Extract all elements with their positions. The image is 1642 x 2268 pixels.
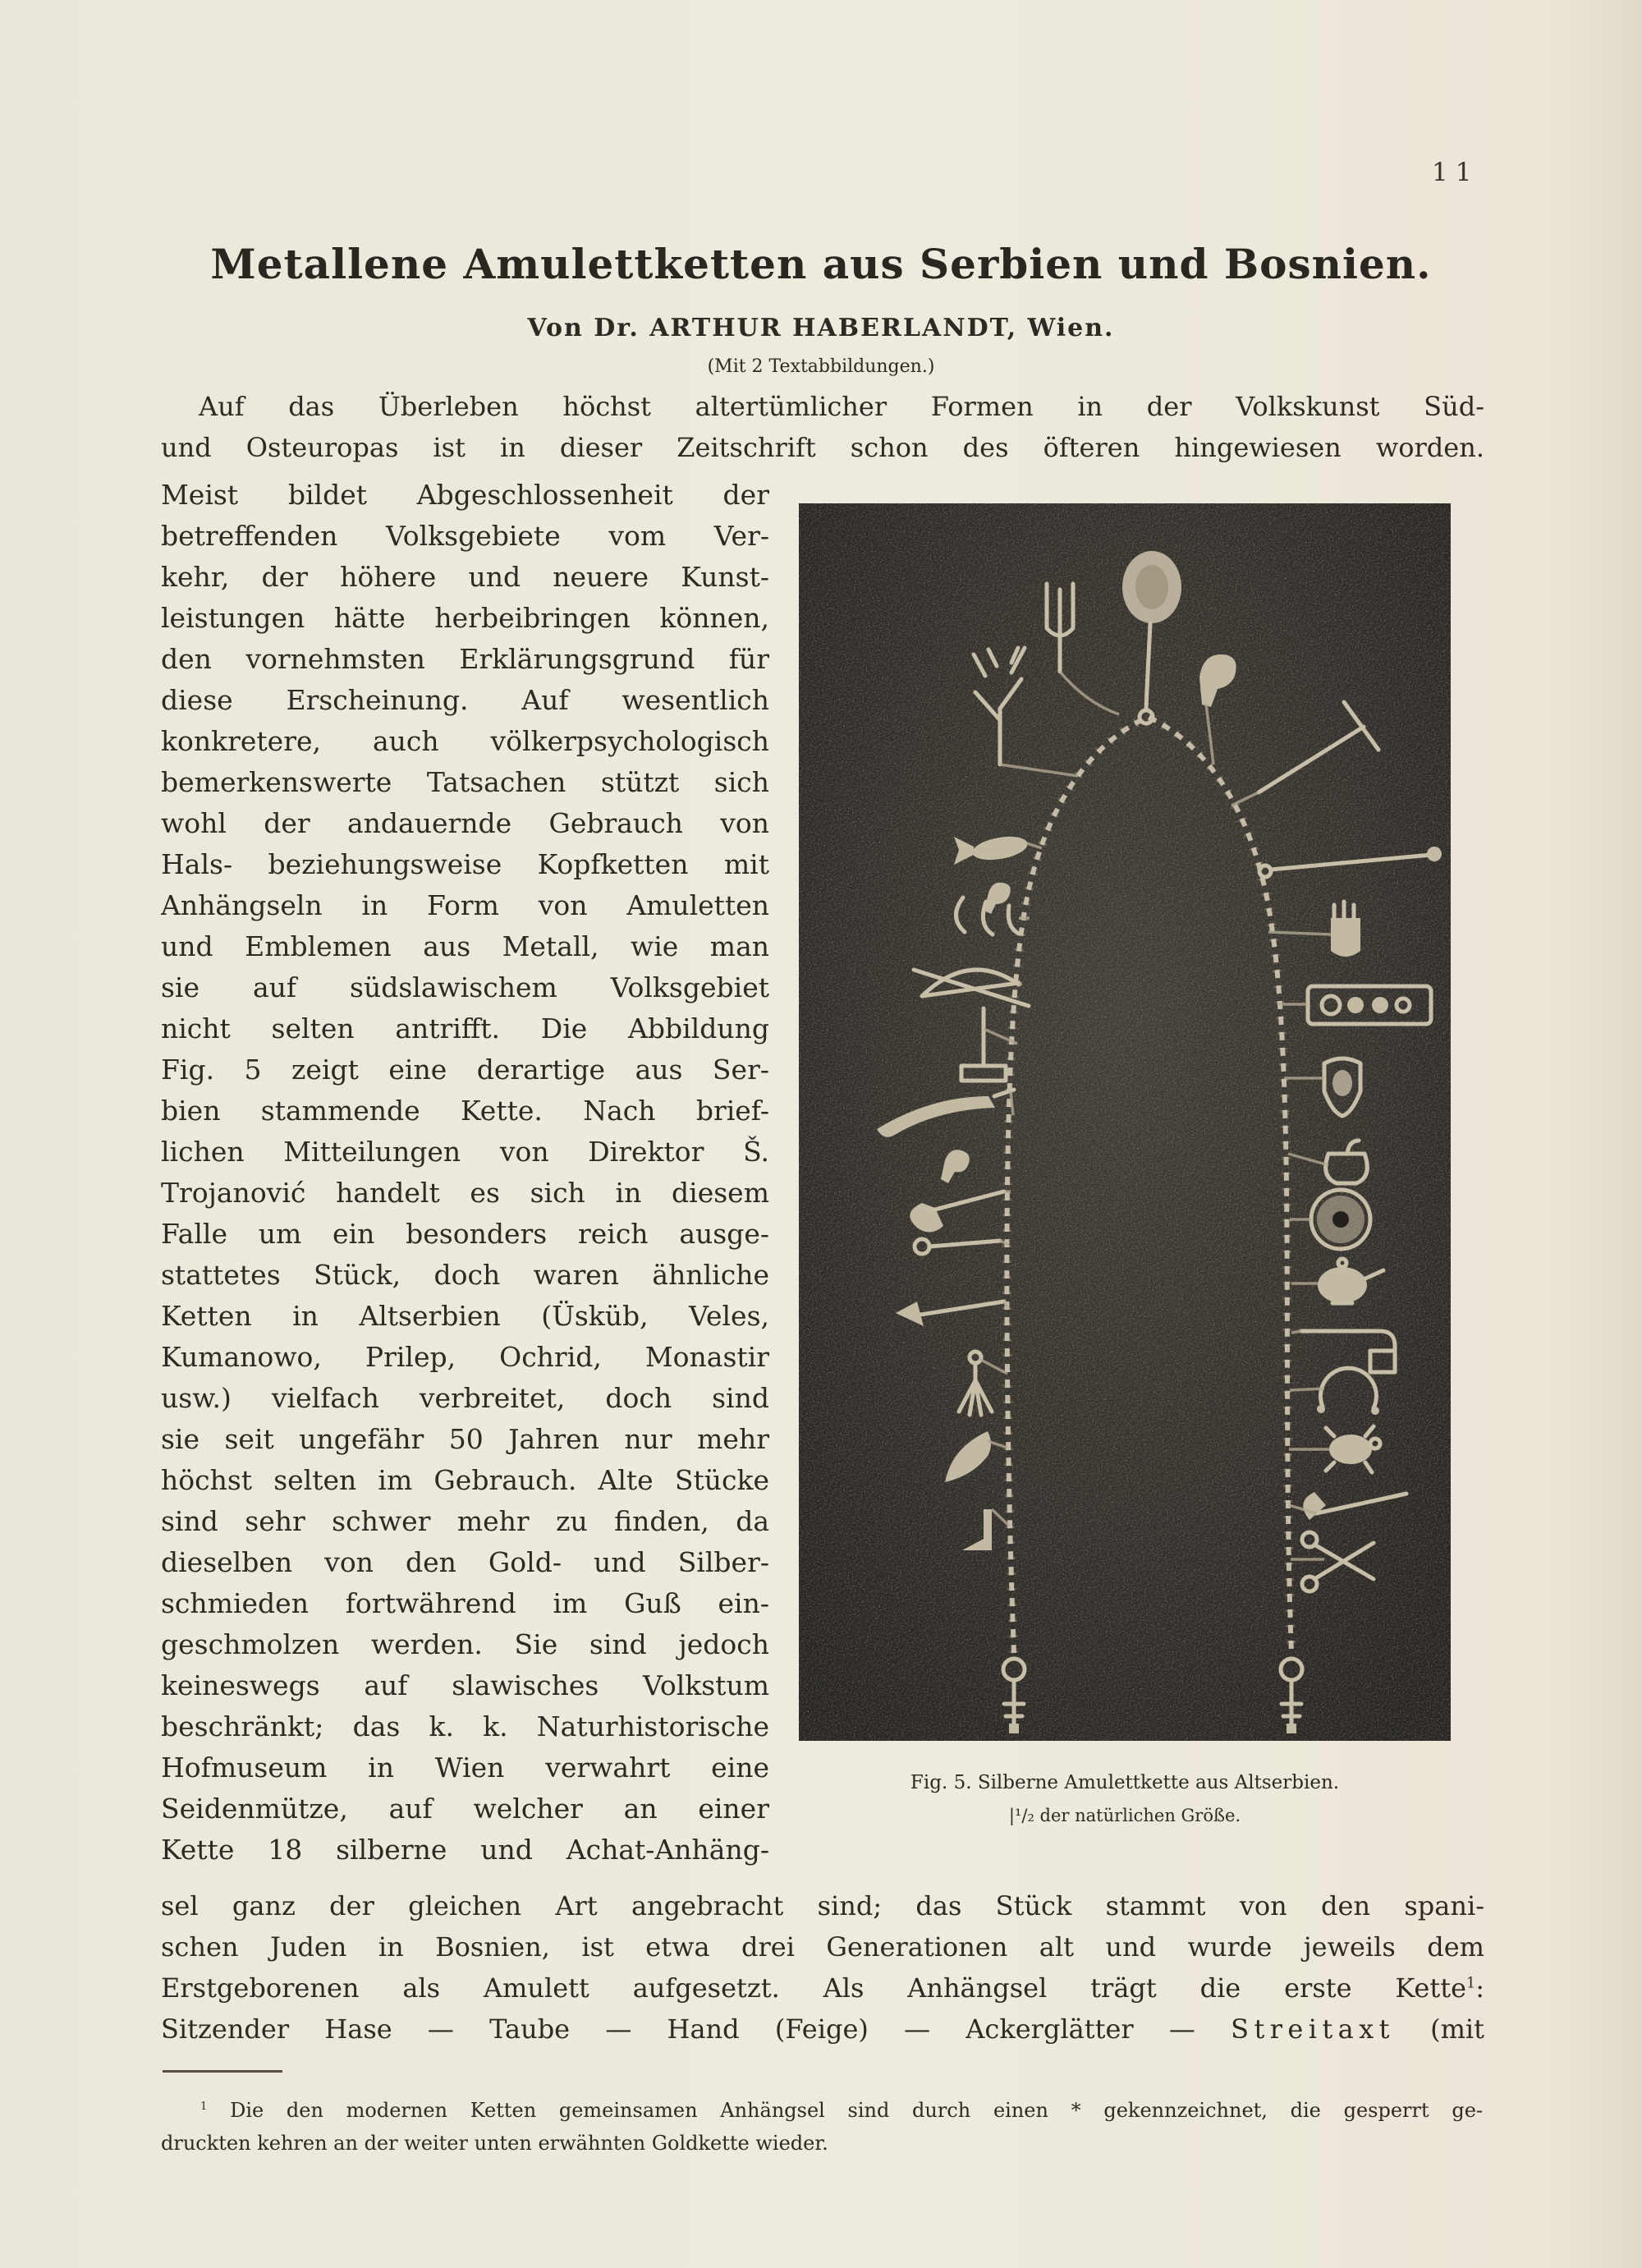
text-line: geschmolzen werden. Sie sind jedoch — [161, 1628, 769, 1660]
text-line: sel ganz der gleichen Art angebracht sind; das Stück stammt von den spani- — [161, 1890, 1484, 1921]
text-line: Meist bildet Abgeschlossenheit der — [161, 479, 769, 511]
text-line: betreffenden Volksgebiete vom Ver- — [161, 520, 769, 552]
text-line: sie seit ungefähr 50 Jahren nur mehr — [161, 1423, 769, 1455]
figure-caption — [799, 1772, 1451, 1825]
footnote — [161, 2094, 1483, 2160]
text-line: dieselben von den Gold- und Silber- — [161, 1546, 769, 1578]
text-line: Hals- beziehungsweise Kopfketten mit — [161, 848, 769, 880]
text-line: keineswegs auf slawisches Volkstum — [161, 1669, 769, 1701]
text-line: Kumanowo, Prilep, Ochrid, Monastir — [161, 1341, 769, 1373]
text-line: Seidenmütze, auf welcher an einer — [161, 1793, 769, 1825]
text-line: nicht selten antrifft. Die Abbildung — [161, 1012, 769, 1044]
text-line: bemerkenswerte Tatsachen stützt sich — [161, 766, 769, 798]
text-line: und Osteuropas ist in dieser Zeitschrift schon des öfteren hingewiesen worden. — [161, 432, 1484, 463]
text-line: Trojanović handelt es sich in diesem — [161, 1177, 769, 1209]
body-left-column — [161, 475, 769, 1871]
text-segment: Erstgeborenen als Amulett aufgesetzt. Als Anhängsel trägt die erste Kette — [161, 1972, 1467, 2004]
text-line: kehr, der höhere und neuere Kunst- — [161, 561, 769, 593]
text-line: konkretere, auch völkerpsychologisch — [161, 725, 769, 757]
text-line: lichen Mitteilungen von Direktor Š. — [161, 1136, 769, 1168]
text-line: diese Erscheinung. Auf wesentlich — [161, 684, 769, 716]
emphasized-word: Streitaxt — [1231, 2013, 1395, 2045]
text-line: schmieden fortwährend im Guß ein- — [161, 1587, 769, 1619]
footnote-number: 1 — [200, 2100, 208, 2113]
text-line: Kette 18 silberne und Achat-Anhäng- — [161, 1834, 769, 1866]
text-line: wohl der andauernde Gebrauch von — [161, 807, 769, 839]
text-line: schen Juden in Bosnien, ist etwa drei Generationen alt und wurde jeweils dem — [161, 1931, 1484, 1963]
text-line: Hofmuseum in Wien verwahrt eine — [161, 1752, 769, 1784]
amulet-chain-photo — [799, 503, 1451, 1741]
figure-photo — [799, 503, 1451, 1741]
text-line: Falle um ein besonders reich ausge- — [161, 1218, 769, 1250]
text-line: beschränkt; das k. k. Naturhistorische — [161, 1710, 769, 1742]
text-line: sind sehr schwer mehr zu finden, da — [161, 1505, 769, 1537]
text-line: den vornehmsten Erklärungsgrund für — [161, 643, 769, 675]
text-line: Auf das Überleben höchst altertümlicher Formen in der Volkskunst Süd- — [199, 391, 1484, 422]
text-segment: (mit — [1394, 2013, 1484, 2045]
text-line: leistungen hätte herbeibringen können, — [161, 602, 769, 634]
text-line: höchst selten im Gebrauch. Alte Stücke — [161, 1464, 769, 1496]
figure-caption-title: Fig. 5. Silberne Amulettkette aus Altserbien. — [910, 1772, 1340, 1793]
article-title: Metallene Amulettketten aus Serbien und Bosnien. — [210, 240, 1432, 288]
author-line: Von Dr. ARTHUR HABERLANDT, Wien. — [527, 314, 1115, 342]
footnote-reference: 1 — [1466, 1975, 1476, 1992]
text-line — [161, 1967, 1484, 2009]
closing-paragraph — [161, 1885, 1484, 2050]
text-line: und Emblemen aus Metall, wie man — [161, 930, 769, 962]
figure-5 — [799, 503, 1451, 1825]
text-line: usw.) vielfach verbreitet, doch sind — [161, 1382, 769, 1414]
text-segment: : — [1475, 1972, 1484, 2004]
illustrations-note: (Mit 2 Textabbildungen.) — [707, 356, 935, 377]
page-number: 11 — [1432, 158, 1479, 187]
text-segment: Sitzender Hase — Taube — Hand (Feige) — Ackerglätter — — [161, 2013, 1232, 2045]
text-line: bien stammende Kette. Nach brief- — [161, 1095, 769, 1127]
text-line — [161, 2009, 1484, 2050]
figure-scale-note: |¹/₂ der natürlichen Größe. — [1008, 1806, 1241, 1825]
footnote-line: druckten kehren an der weiter unten erwähnten Goldkette wieder. — [161, 2132, 828, 2155]
text-line: Fig. 5 zeigt eine derartige aus Ser- — [161, 1054, 769, 1086]
text-line: Ketten in Altserbien (Üsküb, Veles, — [161, 1300, 769, 1332]
text-line: sie auf südslawischem Volksgebiet — [161, 971, 769, 1003]
text-segment: Die den modernen Ketten gemeinsamen Anhängsel sind durch einen * gekennzeichnet, die gesperrt ge- — [207, 2099, 1483, 2122]
text-line: Anhängseln in Form von Amuletten — [161, 889, 769, 921]
text-line: stattetes Stück, doch waren ähnliche — [161, 1259, 769, 1291]
footnote-rule — [163, 2070, 282, 2073]
intro-paragraph — [161, 386, 1484, 468]
footnote-line — [161, 2094, 1483, 2127]
